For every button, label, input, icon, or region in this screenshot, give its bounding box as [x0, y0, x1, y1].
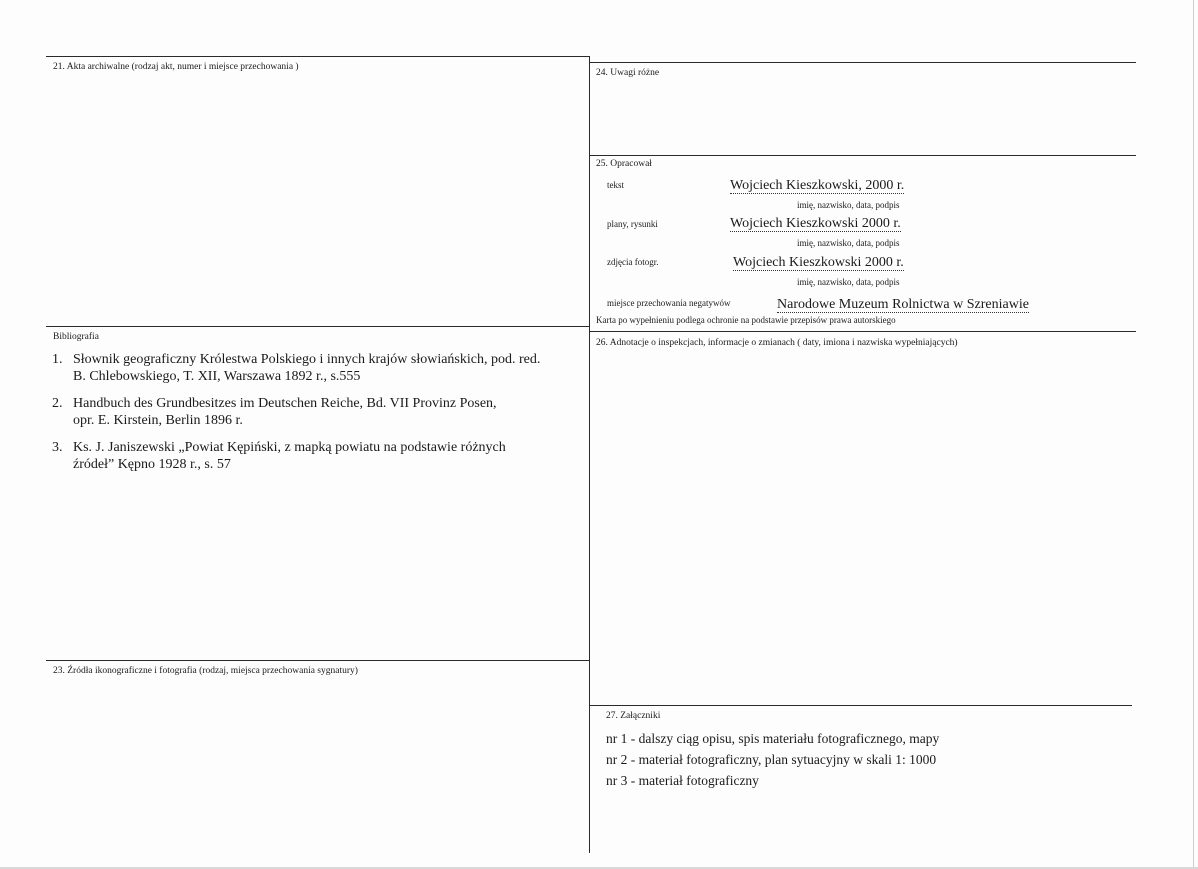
author-photos-hint: imię, nazwisko, data, podpis: [797, 277, 900, 287]
bibliography-item-line: opr. E. Kirstein, Berlin 1896 r.: [73, 413, 243, 428]
bibliography-item-line: B. Chlebowskiego, T. XII, Warszawa 1892 r., s.555: [73, 369, 361, 384]
bibliography-item-number: 3.: [52, 440, 63, 455]
section-23-label: 23. Źródła ikonograficzne i fotografia (rodzaj, miejsca przechowania sygnatury): [53, 666, 358, 676]
bibliography-item: [52, 351, 592, 385]
rule-27: [590, 705, 1132, 706]
top-rule-left: [46, 56, 590, 57]
bibliography-item-line: Handbuch des Grundbesitzes im Deutschen Reiche, Bd. VII Provinz Posen,: [73, 396, 497, 411]
bibliography-item-text: [73, 351, 593, 385]
rule-24-25: [590, 155, 1136, 156]
section-26-label: 26. Adnotacje o inspekcjach, informacje o zmianach ( daty, imiona i nazwiska wypełniających): [596, 338, 958, 348]
negatives-value: Narodowe Muzeum Rolnictwa w Szreniawie: [777, 297, 1029, 312]
section-25-label: 25. Opracował: [596, 159, 652, 169]
bibliography-item-line: Ks. J. Janiszewski „Powiat Kępiński, z mapką powiatu na podstawie różnych: [73, 440, 506, 455]
copyright-note: Karta po wypełnieniu podlega ochronie na podstawie przepisów prawa autorskiego: [596, 315, 896, 325]
bibliography-item-number: 2.: [52, 396, 63, 411]
attachment-item: nr 3 - materiał fotograficzny: [606, 773, 759, 788]
bibliography-item-line: Słownik geograficzny Królestwa Polskiego i innych krajów słowiańskich, pod. red.: [73, 352, 541, 367]
attachment-item: nr 1 - dalszy ciąg opisu, spis materiału fotograficznego, mapy: [606, 731, 940, 746]
section-21-label: 21. Akta archiwalne (rodzaj akt, numer i miejsce przechowania ): [53, 62, 299, 72]
author-text-hint: imię, nazwisko, data, podpis: [797, 200, 900, 210]
bibliography-item: [52, 439, 592, 473]
author-text-label: tekst: [607, 180, 624, 190]
attachment-item: nr 2 - materiał fotograficzny, plan sytuacyjny w skali 1: 1000: [606, 752, 937, 767]
author-text-value: Wojciech Kieszkowski, 2000 r.: [730, 178, 905, 193]
author-plans-value: Wojciech Kieszkowski 2000 r.: [730, 216, 901, 231]
scan-edge-right: [1193, 0, 1194, 869]
rule-23: [46, 660, 590, 661]
bibliography-item-number: 1.: [52, 352, 63, 367]
bibliography-item: [52, 395, 592, 429]
bibliography-item-line: źródeł” Kępno 1928 r., s. 57: [73, 457, 231, 472]
section-24-label: 24. Uwagi różne: [596, 68, 660, 78]
bibliography-item-text: [73, 395, 593, 429]
author-plans-label: plany, rysunki: [607, 219, 658, 229]
bibliography-label: Bibliografia: [53, 332, 99, 342]
author-photos-value: Wojciech Kieszkowski 2000 r.: [733, 255, 904, 270]
bibliography-item-text: [73, 439, 593, 473]
rule-bibliography: [46, 326, 590, 327]
negatives-label: miejsce przechowania negatywów: [607, 298, 731, 308]
top-rule-right: [590, 62, 1136, 63]
section-27-label: 27. Załączniki: [606, 711, 661, 721]
rule-25-26: [590, 331, 1136, 332]
author-photos-label: zdjęcia fotogr.: [607, 257, 659, 267]
author-plans-hint: imię, nazwisko, data, podpis: [797, 238, 900, 248]
